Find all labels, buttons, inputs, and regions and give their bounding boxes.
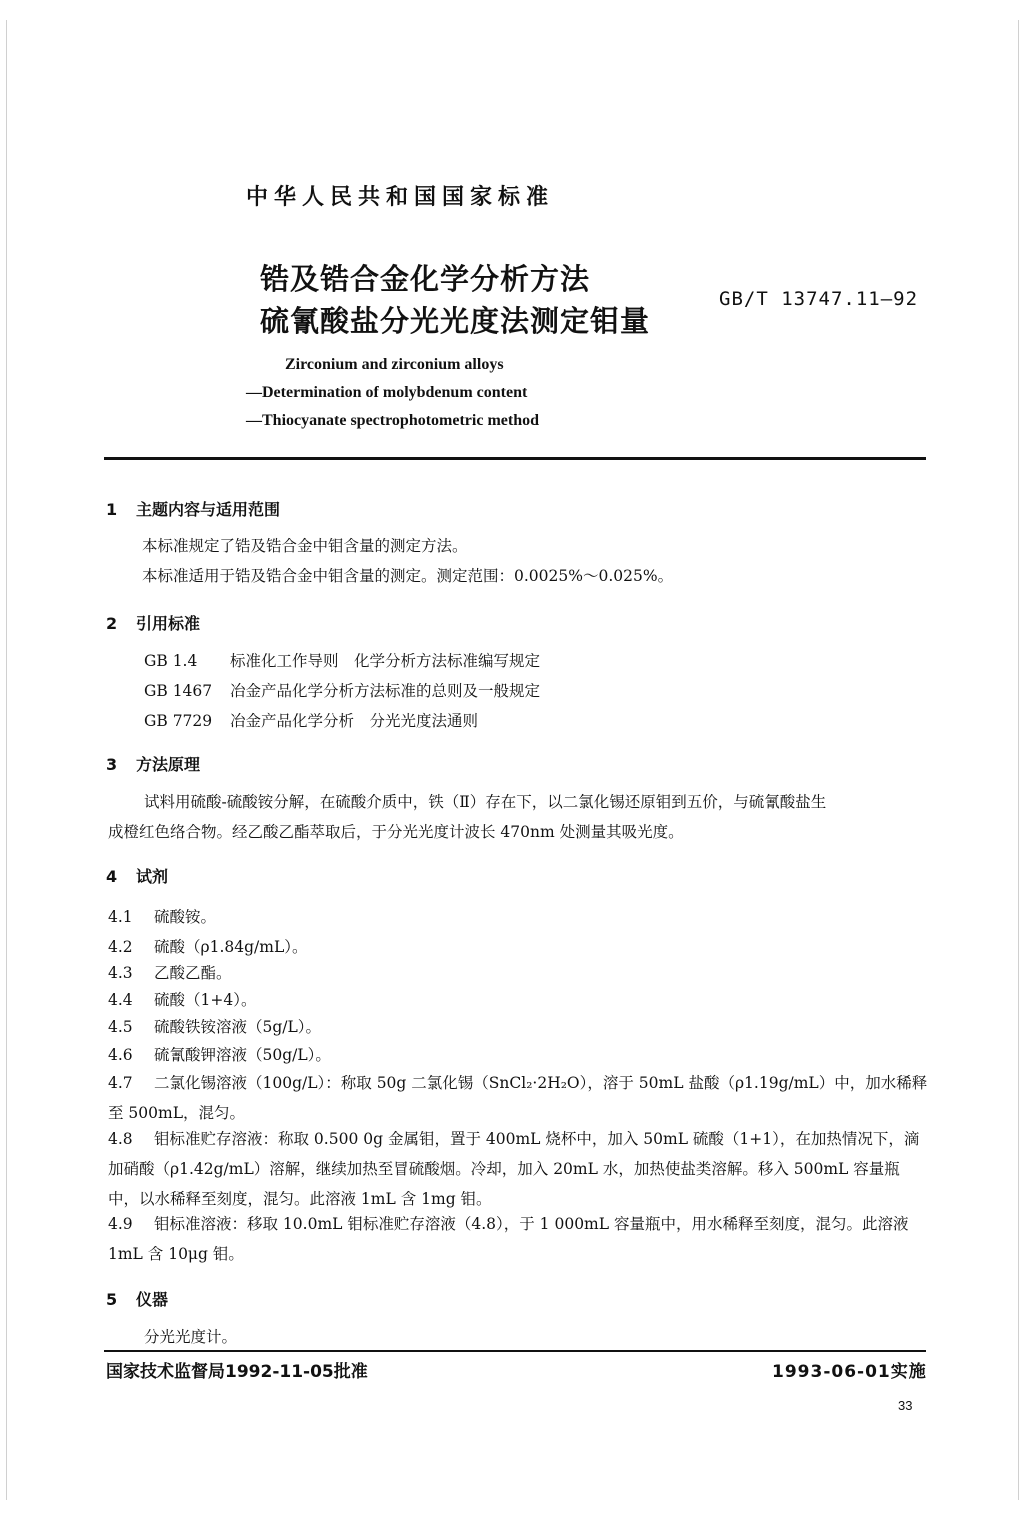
reference-code: GB 1467 <box>144 682 213 700</box>
reagent-number: 4.5 <box>108 1018 133 1036</box>
reagent-item <box>108 1040 331 1070</box>
title-en-line3: —Thiocyanate spectrophotometric method <box>246 412 539 429</box>
reagent-number: 4.4 <box>108 991 133 1009</box>
section-number: 5 <box>106 1290 118 1309</box>
title-en-line1: Zirconium and zirconium alloys <box>285 356 504 373</box>
reagent-item <box>108 1068 930 1128</box>
reference-code: GB 7729 <box>144 712 213 730</box>
reagent-text: 二氯化锡溶液（100g/L）：称取 50g 二氯化锡（SnCl₂·2H₂O），溶于 50mL 盐酸（ρ1.19g/mL）中，加水稀释至 500mL，混匀。 <box>108 1074 928 1122</box>
reagent-text: 硫氰酸钾溶液（50g/L）。 <box>154 1046 331 1064</box>
page-number: 33 <box>898 1398 913 1413</box>
approval-line: 国家技术监督局1992-11-05批准 <box>106 1362 368 1382</box>
reference-code: GB 1.4 <box>144 652 198 670</box>
scan-edge-left <box>6 20 7 1500</box>
section-3-heading <box>106 752 200 775</box>
section-1-paragraph-1: 本标准规定了锆及锆合金中钼含量的测定方法。 <box>142 537 468 555</box>
section-number: 3 <box>106 755 118 774</box>
reagent-text: 硫酸（ρ1.84g/mL）。 <box>154 938 308 956</box>
reference-row <box>144 676 540 706</box>
reference-title: 标准化工作导则 化学分析方法标准编写规定 <box>230 652 541 670</box>
reagent-text: 乙酸乙酯。 <box>154 964 232 982</box>
section-5-heading <box>106 1287 168 1310</box>
reagent-text: 硫酸（1+4）。 <box>154 991 257 1009</box>
reagent-text: 硫酸铵。 <box>154 908 217 926</box>
reagent-number: 4.8 <box>108 1130 133 1148</box>
scan-edge-right <box>1018 20 1019 1500</box>
implementation-date: 1993-06-01实施 <box>772 1362 927 1382</box>
reagent-item <box>108 1012 321 1042</box>
section-title: 引用标准 <box>136 614 201 633</box>
reagent-text: 钼标准溶液：移取 10.0mL 钼标准贮存溶液（4.8），于 1 000mL 容量瓶中，用水稀释至刻度，混匀。此溶液 1mL 含 10μg 钼。 <box>108 1215 909 1263</box>
title-zh-line1: 锆及锆合金化学分析方法 <box>260 262 591 296</box>
section-title: 方法原理 <box>136 755 201 774</box>
section-number: 4 <box>106 867 118 886</box>
national-standard-heading: 中华人民共和国国家标准 <box>246 185 555 210</box>
reagent-number: 4.2 <box>108 938 133 956</box>
section-3-paragraph-line1: 试料用硫酸-硫酸铵分解，在硫酸介质中，铁（Ⅱ）存在下，以二氯化锡还原钼到五价，与硫氰酸盐生 <box>144 793 827 811</box>
reagent-number: 4.9 <box>108 1215 133 1233</box>
header-divider <box>104 457 926 460</box>
section-1-paragraph-2: 本标准适用于锆及锆合金中钼含量的测定。测定范围：0.0025%～0.025%。 <box>142 567 674 585</box>
section-2-heading <box>106 611 200 634</box>
reagent-text: 硫酸铁铵溶液（5g/L）。 <box>154 1018 322 1036</box>
section-number: 2 <box>106 614 118 633</box>
reagent-number: 4.6 <box>108 1046 133 1064</box>
standard-number: GB/T 13747.11—92 <box>719 288 919 310</box>
footer-divider <box>104 1350 926 1352</box>
reagent-item <box>108 902 216 932</box>
reagent-item <box>108 1124 930 1214</box>
reference-title: 冶金产品化学分析方法标准的总则及一般规定 <box>230 682 541 700</box>
reagent-item <box>108 985 256 1015</box>
section-title: 主题内容与适用范围 <box>136 500 281 519</box>
section-3-paragraph-line2: 成橙红色络合物。经乙酸乙酯萃取后，于分光光度计波长 470nm 处测量其吸光度。 <box>108 823 684 841</box>
reagent-number: 4.1 <box>108 908 133 926</box>
reference-title: 冶金产品化学分析 分光光度法通则 <box>230 712 479 730</box>
section-5-paragraph: 分光光度计。 <box>144 1328 238 1346</box>
reagent-number: 4.7 <box>108 1074 133 1092</box>
section-title: 仪器 <box>136 1290 169 1309</box>
reagent-number: 4.3 <box>108 964 133 982</box>
section-4-heading <box>106 864 168 887</box>
reference-row <box>144 646 540 676</box>
reference-row <box>144 706 478 736</box>
section-number: 1 <box>106 500 118 519</box>
section-1-heading <box>106 497 280 520</box>
title-zh-line2: 硫氰酸盐分光光度法测定钼量 <box>260 304 651 338</box>
reagent-text: 钼标准贮存溶液：称取 0.500 0g 金属钼，置于 400mL 烧杯中，加入 50mL 硫酸（1+1），在加热情况下，滴加硝酸（ρ1.42g/mL）溶解，继续加热至冒硫酸烟。冷却，加入 20mL 水，加热使盐类溶解。移入 500mL 容量瓶中，以水稀释至刻度，混匀。此溶液 1mL 含 1mg 钼。 <box>108 1130 920 1208</box>
reagent-item <box>108 958 232 988</box>
section-title: 试剂 <box>136 867 169 886</box>
title-en-line2: —Determination of molybdenum content <box>246 384 528 401</box>
reagent-item <box>108 1209 930 1269</box>
